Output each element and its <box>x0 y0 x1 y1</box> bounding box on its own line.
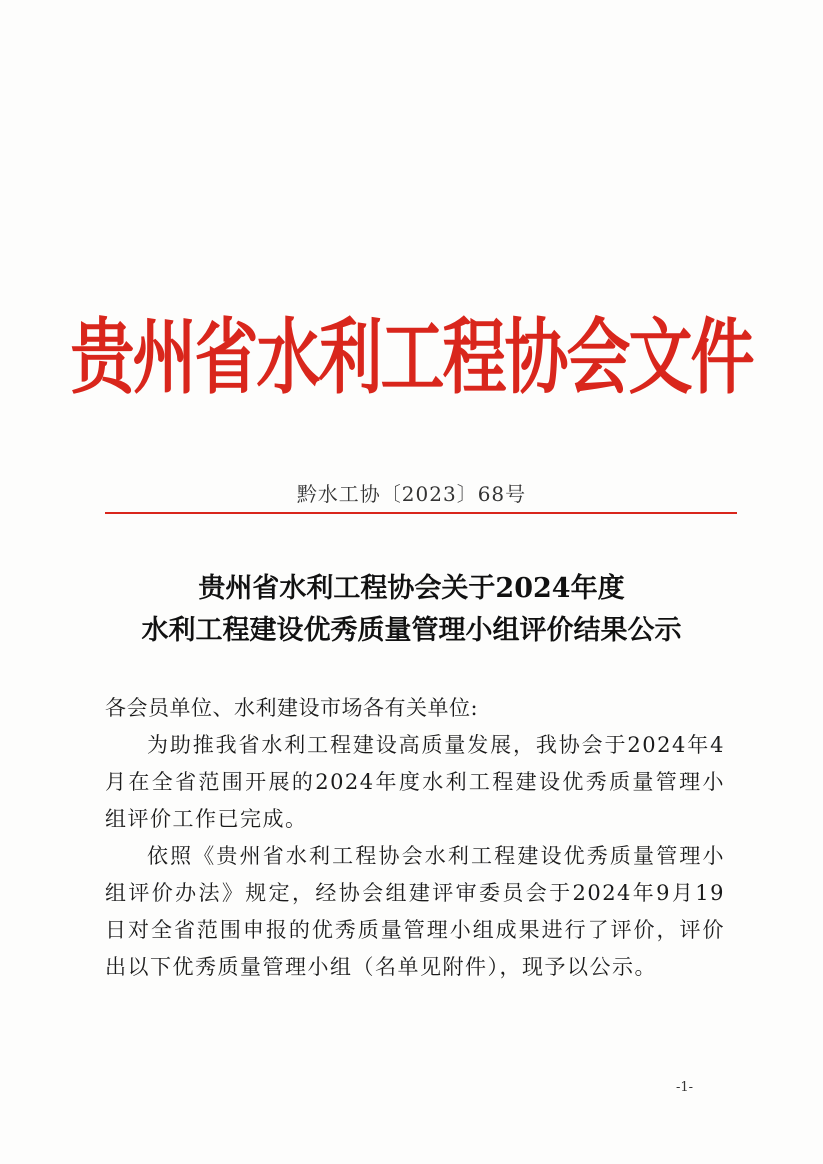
title-line-1: 贵州省水利工程协会关于2024年度 <box>198 573 625 604</box>
paragraph-2: 依照《贵州省水利工程协会水利工程建设优秀质量管理小组评价办法》规定，经协会组建评审委员会于2024年9月19日对全省范围申报的优秀质量管理小组成果进行了评价，评价出以下优秀质量管理小组（名单见附件），现予以公示。 <box>105 844 725 979</box>
document-number: 黔水工协〔2023〕68号 <box>296 482 527 506</box>
red-divider-line <box>105 512 737 514</box>
document-body <box>105 690 725 986</box>
paragraph-1: 为助推我省水利工程建设高质量发展，我协会于2024年4月在全省范围开展的2024年度水利工程建设优秀质量管理小组评价工作已完成。 <box>105 733 725 831</box>
salutation: 各会员单位、水利建设市场各有关单位: <box>105 696 479 720</box>
page-number: -1- <box>676 1080 694 1095</box>
title-line-2: 水利工程建设优秀质量管理小组评价结果公示 <box>141 615 682 646</box>
document-masthead: 贵州省水利工程协会文件 <box>70 309 753 406</box>
document-title <box>0 568 823 652</box>
